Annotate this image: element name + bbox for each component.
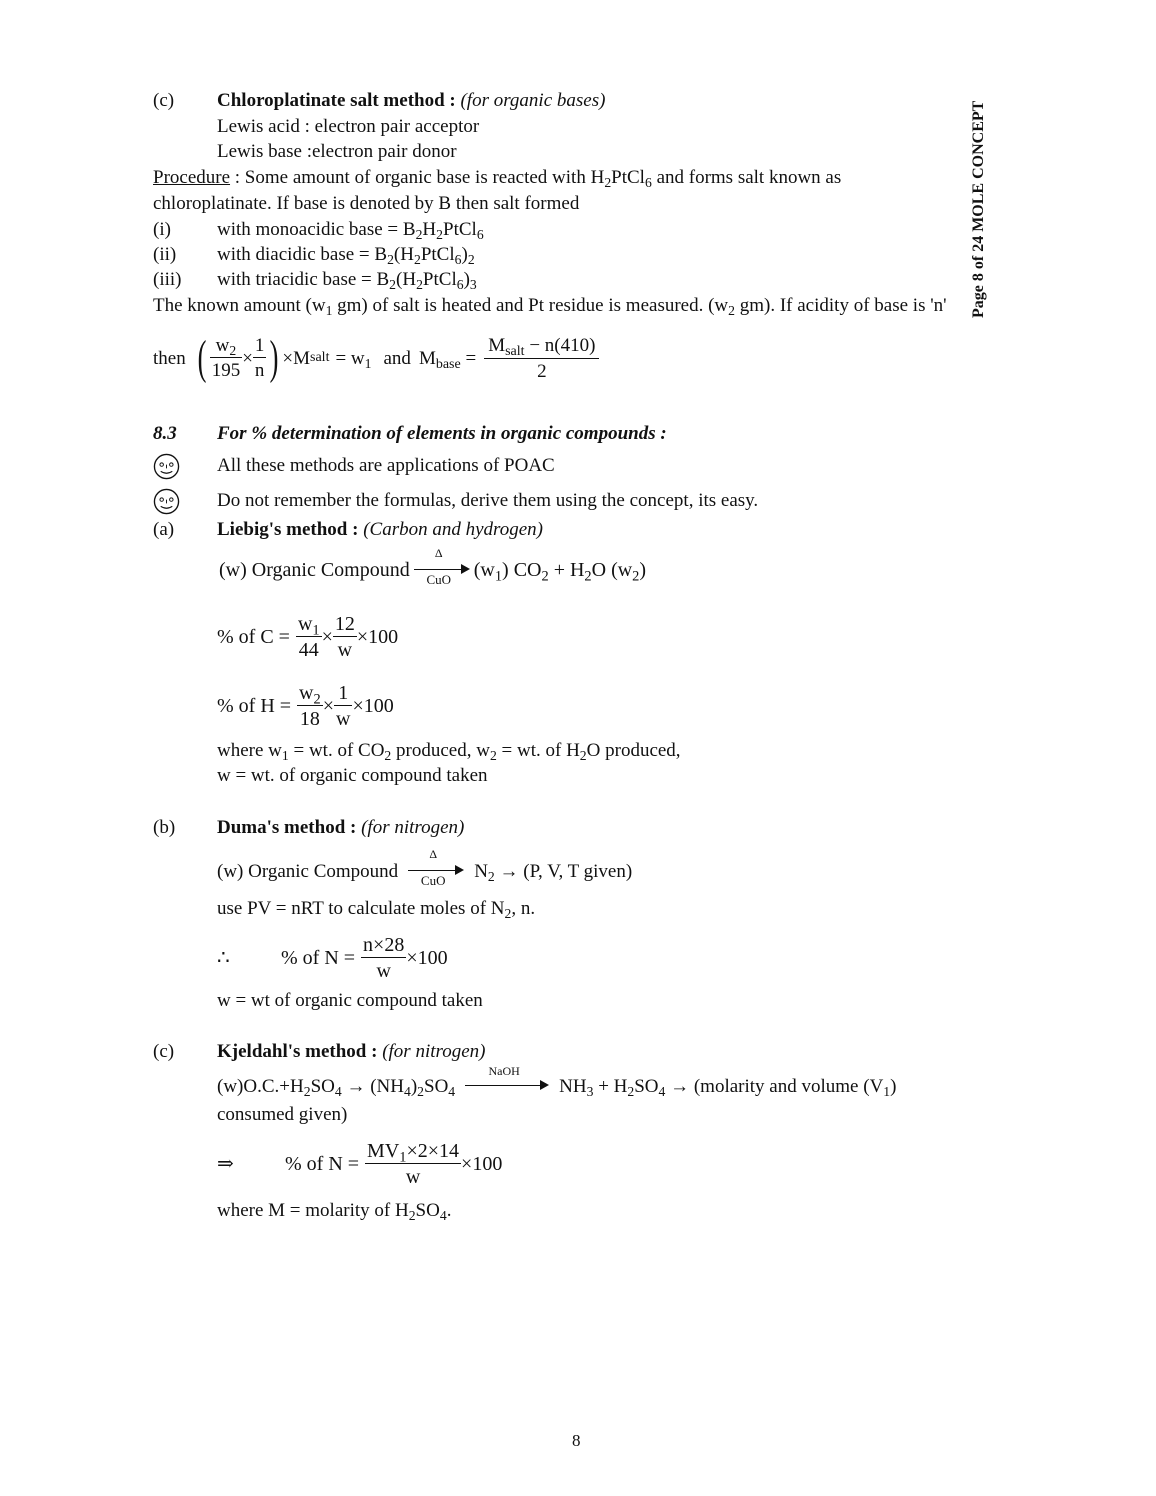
fraction-den: n	[253, 357, 267, 380]
reaction-arrow	[414, 546, 470, 587]
section-c1-marker: (c)	[153, 90, 175, 111]
fraction-num-rest: − n(410)	[529, 334, 596, 356]
section-a-title-note: (Carbon and hydrogen)	[363, 519, 543, 540]
duma-reaction: (w) Organic Compound Δ CuO $N_2 \to (P$, V, T given)	[217, 847, 633, 888]
reaction-text: SO	[634, 1075, 659, 1097]
procedure-text-2: PtCl	[611, 167, 645, 188]
molarity-text: where M = molarity of H	[217, 1200, 409, 1221]
hydrogen-formula: % of H = $\frac{w_2}{18}$ × $\frac{1}{w}$ ×100	[217, 682, 394, 730]
section-b-title: Duma's method :	[217, 817, 357, 838]
nitrogen-formula-duma	[217, 933, 448, 983]
arrow-bottom-label: CuO	[426, 572, 451, 587]
reaction-arrow	[408, 847, 464, 888]
list-item: with diacidic base = $B_2(H_2PtCl_6)_2$	[217, 244, 475, 268]
where-text-3: produced, w	[396, 740, 490, 761]
fraction-num: M	[488, 334, 506, 356]
procedure-text-1: : Some amount of organic base is reacted with H	[234, 167, 605, 188]
reaction-text: → (NH	[346, 1075, 404, 1097]
consumed-line: consumed given)	[217, 1104, 348, 1125]
list-item-marker: (i)	[153, 219, 171, 240]
note-line: All these methods are applications of POAC	[217, 455, 555, 476]
where-text-5: O produced,	[586, 740, 681, 761]
molarity-line: where M = molarity of $H_2SO_4$.	[217, 1200, 452, 1224]
kjeldahl-reaction: $(w)O.C.+H_2SO_4 \to (NH_4)_2SO_4$ NaOH $NH_3 + H_2SO_4$ → (molarity and volume $(V_1)$	[217, 1064, 897, 1099]
section-83-number: 8.3	[153, 423, 177, 444]
carbon-formula: % of C = $\frac{w_1}{44}$ × $\frac{12}{w}$ ×100	[217, 613, 399, 661]
list-item: with monoacidic base = $B_2H_2PtCl_6$	[217, 219, 484, 243]
and-word: and	[383, 347, 411, 369]
section-c2-title: Kjeldahl's method :	[217, 1041, 378, 1062]
fraction-den: w	[361, 957, 406, 981]
paren-close: )	[270, 331, 279, 384]
side-page-label: Page 8 of 24 MOLE CONCEPT	[970, 100, 987, 318]
list-item-text: with monoacidic base = B	[217, 219, 416, 240]
formula-tail: ×100	[461, 1153, 503, 1175]
list-item-marker: (ii)	[153, 244, 177, 265]
w-line: w = wt of organic compound taken	[217, 990, 483, 1011]
fraction: $\frac{w_2}{195}$	[211, 335, 241, 381]
reaction-text: )	[890, 1075, 897, 1097]
fraction	[253, 336, 267, 380]
arrow-top-label: Δ	[429, 847, 438, 861]
liebig-reaction: (w) Organic Compound Δ CuO $(w_1) CO_2 + H_2O$ $(w_2)$	[219, 546, 647, 587]
formula-tail: ×100	[406, 947, 448, 969]
fraction-num: 12	[334, 613, 355, 635]
procedure-line: Procedure : Some amount of organic base is reacted with $H_2PtCl_6$ and forms salt known as	[153, 167, 842, 191]
fraction-num-2: ×2×14	[406, 1140, 460, 1162]
fraction-num: w	[215, 335, 230, 356]
molarity-text-3: .	[446, 1200, 452, 1221]
reaction-text: NH	[559, 1075, 587, 1097]
fraction-num: 1	[338, 682, 349, 704]
section-c1-heading	[217, 91, 605, 110]
fraction	[333, 614, 357, 660]
formula-tail: ×100	[352, 695, 394, 717]
arrow-top-label: Δ	[434, 546, 443, 560]
reaction-text: + H	[598, 1075, 628, 1097]
list-item-text: with diacidic base = B	[217, 244, 388, 265]
section-b-marker: (b)	[153, 817, 176, 838]
formula-rhs: = w	[335, 347, 365, 369]
fraction: $\frac{w_2}{18}$	[299, 682, 321, 730]
smiley-icon	[153, 453, 180, 480]
reaction-right-2: → (P, V, T given)	[499, 860, 633, 882]
page-number: 8	[572, 1431, 581, 1450]
reaction-text: SO	[424, 1075, 449, 1097]
msalt-symbol: ×M	[282, 347, 311, 369]
fraction-den: 18	[297, 705, 323, 729]
section-a-marker: (a)	[153, 519, 175, 540]
where-line-2: w = wt. of organic compound taken	[217, 765, 488, 786]
note-line: Do not remember the formulas, derive them using the concept, its easy.	[217, 490, 759, 511]
where-text-2: = wt. of CO	[293, 740, 385, 761]
molarity-text-2: SO	[415, 1200, 440, 1221]
formula-label: % of N =	[281, 947, 356, 969]
section-a-heading	[217, 520, 543, 539]
formula-label: % of N =	[285, 1153, 360, 1175]
fraction-num: MV	[367, 1140, 400, 1162]
section-c2-heading	[217, 1042, 485, 1061]
section-b-title-note: (for nitrogen)	[361, 817, 465, 838]
procedure-label: Procedure	[153, 167, 231, 188]
section-83-title: For % determination of elements in organic compounds :	[217, 423, 667, 444]
use-pv-text-2: , n.	[511, 898, 536, 919]
section-c1-title-note: (for organic bases)	[460, 90, 606, 111]
reaction-right: N	[474, 860, 488, 882]
nitrogen-formula-kjeldahl	[217, 1138, 502, 1190]
fraction	[361, 935, 406, 981]
section-c2-title-note: (for nitrogen)	[382, 1041, 486, 1062]
fraction	[334, 683, 352, 729]
reaction-right: (w	[473, 559, 495, 581]
implies-symbol: ⇒	[217, 1153, 234, 1175]
list-item-marker: (iii)	[153, 269, 182, 290]
fraction-den: 195	[210, 357, 243, 380]
reaction-text: )	[410, 1075, 418, 1097]
known-amount-text-1: The known amount (w	[153, 295, 326, 316]
list-item-text: with triacidic base = B	[217, 269, 390, 290]
reaction-text: SO	[310, 1075, 335, 1097]
fraction-num: 1	[254, 335, 265, 356]
where-line: where $w_1$ = wt. of $CO_2$ produced, $w_2$ = wt. of $H_2O$ produced,	[217, 740, 681, 764]
fraction-num: n×28	[363, 934, 405, 956]
lewis-acid-line: Lewis acid : electron pair acceptor	[217, 116, 480, 137]
therefore-symbol: ∴	[217, 947, 230, 969]
fraction: $\frac{w_1}{44}$	[297, 613, 320, 661]
then-word: then	[153, 347, 186, 369]
formula-label: % of H =	[217, 695, 292, 717]
reaction-arrow	[465, 1064, 549, 1097]
fraction-den: w	[333, 636, 357, 660]
section-c2-marker: (c)	[153, 1041, 175, 1062]
salt-formula: then ( $\frac{w_2}{195}$ × $\frac{1}{n}$ ) ×M salt = $w_1$ and $M_{base}$ = $\frac{M_{salt} - n(410)}{2}$	[153, 328, 599, 388]
fraction-num: w	[297, 613, 313, 635]
use-pv-text: use PV = nRT to calculate moles of N	[217, 898, 505, 919]
reaction-left: (w) Organic Compound	[217, 860, 399, 882]
section-b-heading	[217, 818, 464, 837]
fraction-den: w	[334, 705, 352, 729]
list-item: with triacidic base = $B_2(H_2PtCl_6)_3$	[217, 269, 477, 293]
fraction: $\frac{M_{salt} - n(410)}{2}$	[484, 336, 599, 381]
section-c1-title: Chloroplatinate salt method :	[217, 90, 456, 111]
formula-label: % of C =	[217, 626, 290, 648]
formula-tail: ×100	[356, 626, 399, 648]
known-amount-text-3: gm). If acidity of base is 'n'	[739, 295, 947, 316]
fraction-den: 44	[296, 636, 322, 660]
section-a-title: Liebig's method :	[217, 519, 359, 540]
where-text-4: = wt. of H	[501, 740, 580, 761]
fraction-den: 2	[484, 358, 599, 381]
reaction-text: (w)O.C.+H	[217, 1075, 304, 1097]
arrow-bottom-label: CuO	[420, 873, 446, 888]
use-pv-line: use PV = nRT to calculate moles of $N_2$, n.	[217, 898, 536, 922]
smiley-icon	[153, 488, 180, 515]
mbase-symbol: M	[418, 347, 436, 369]
reaction-left: (w) Organic Compound	[219, 559, 410, 581]
known-amount-text-2: gm) of salt is heated and Pt residue is measured. (w	[337, 295, 729, 316]
arrow-top-label: NaOH	[488, 1064, 520, 1078]
procedure-text-3: and forms salt known as	[656, 167, 842, 188]
fraction-den: w	[365, 1163, 461, 1187]
chloroplatinate-line: chloroplatinate. If base is denoted by B then salt formed	[153, 193, 580, 214]
paren-open: (	[197, 331, 207, 384]
fraction-num: w	[299, 682, 314, 704]
where-text-1: where w	[217, 740, 282, 761]
known-amount-line: The known amount ($w_1$ gm) of salt is heated and Pt residue is measured. ($w_2$ gm). If acidity of base is 'n'	[153, 295, 947, 319]
fraction: $\frac{MV_1\times 2\times 14}{w}$	[367, 1140, 460, 1188]
lewis-base-line: Lewis base :electron pair donor	[217, 141, 457, 162]
reaction-text: → (molarity and volume (V	[670, 1075, 884, 1097]
